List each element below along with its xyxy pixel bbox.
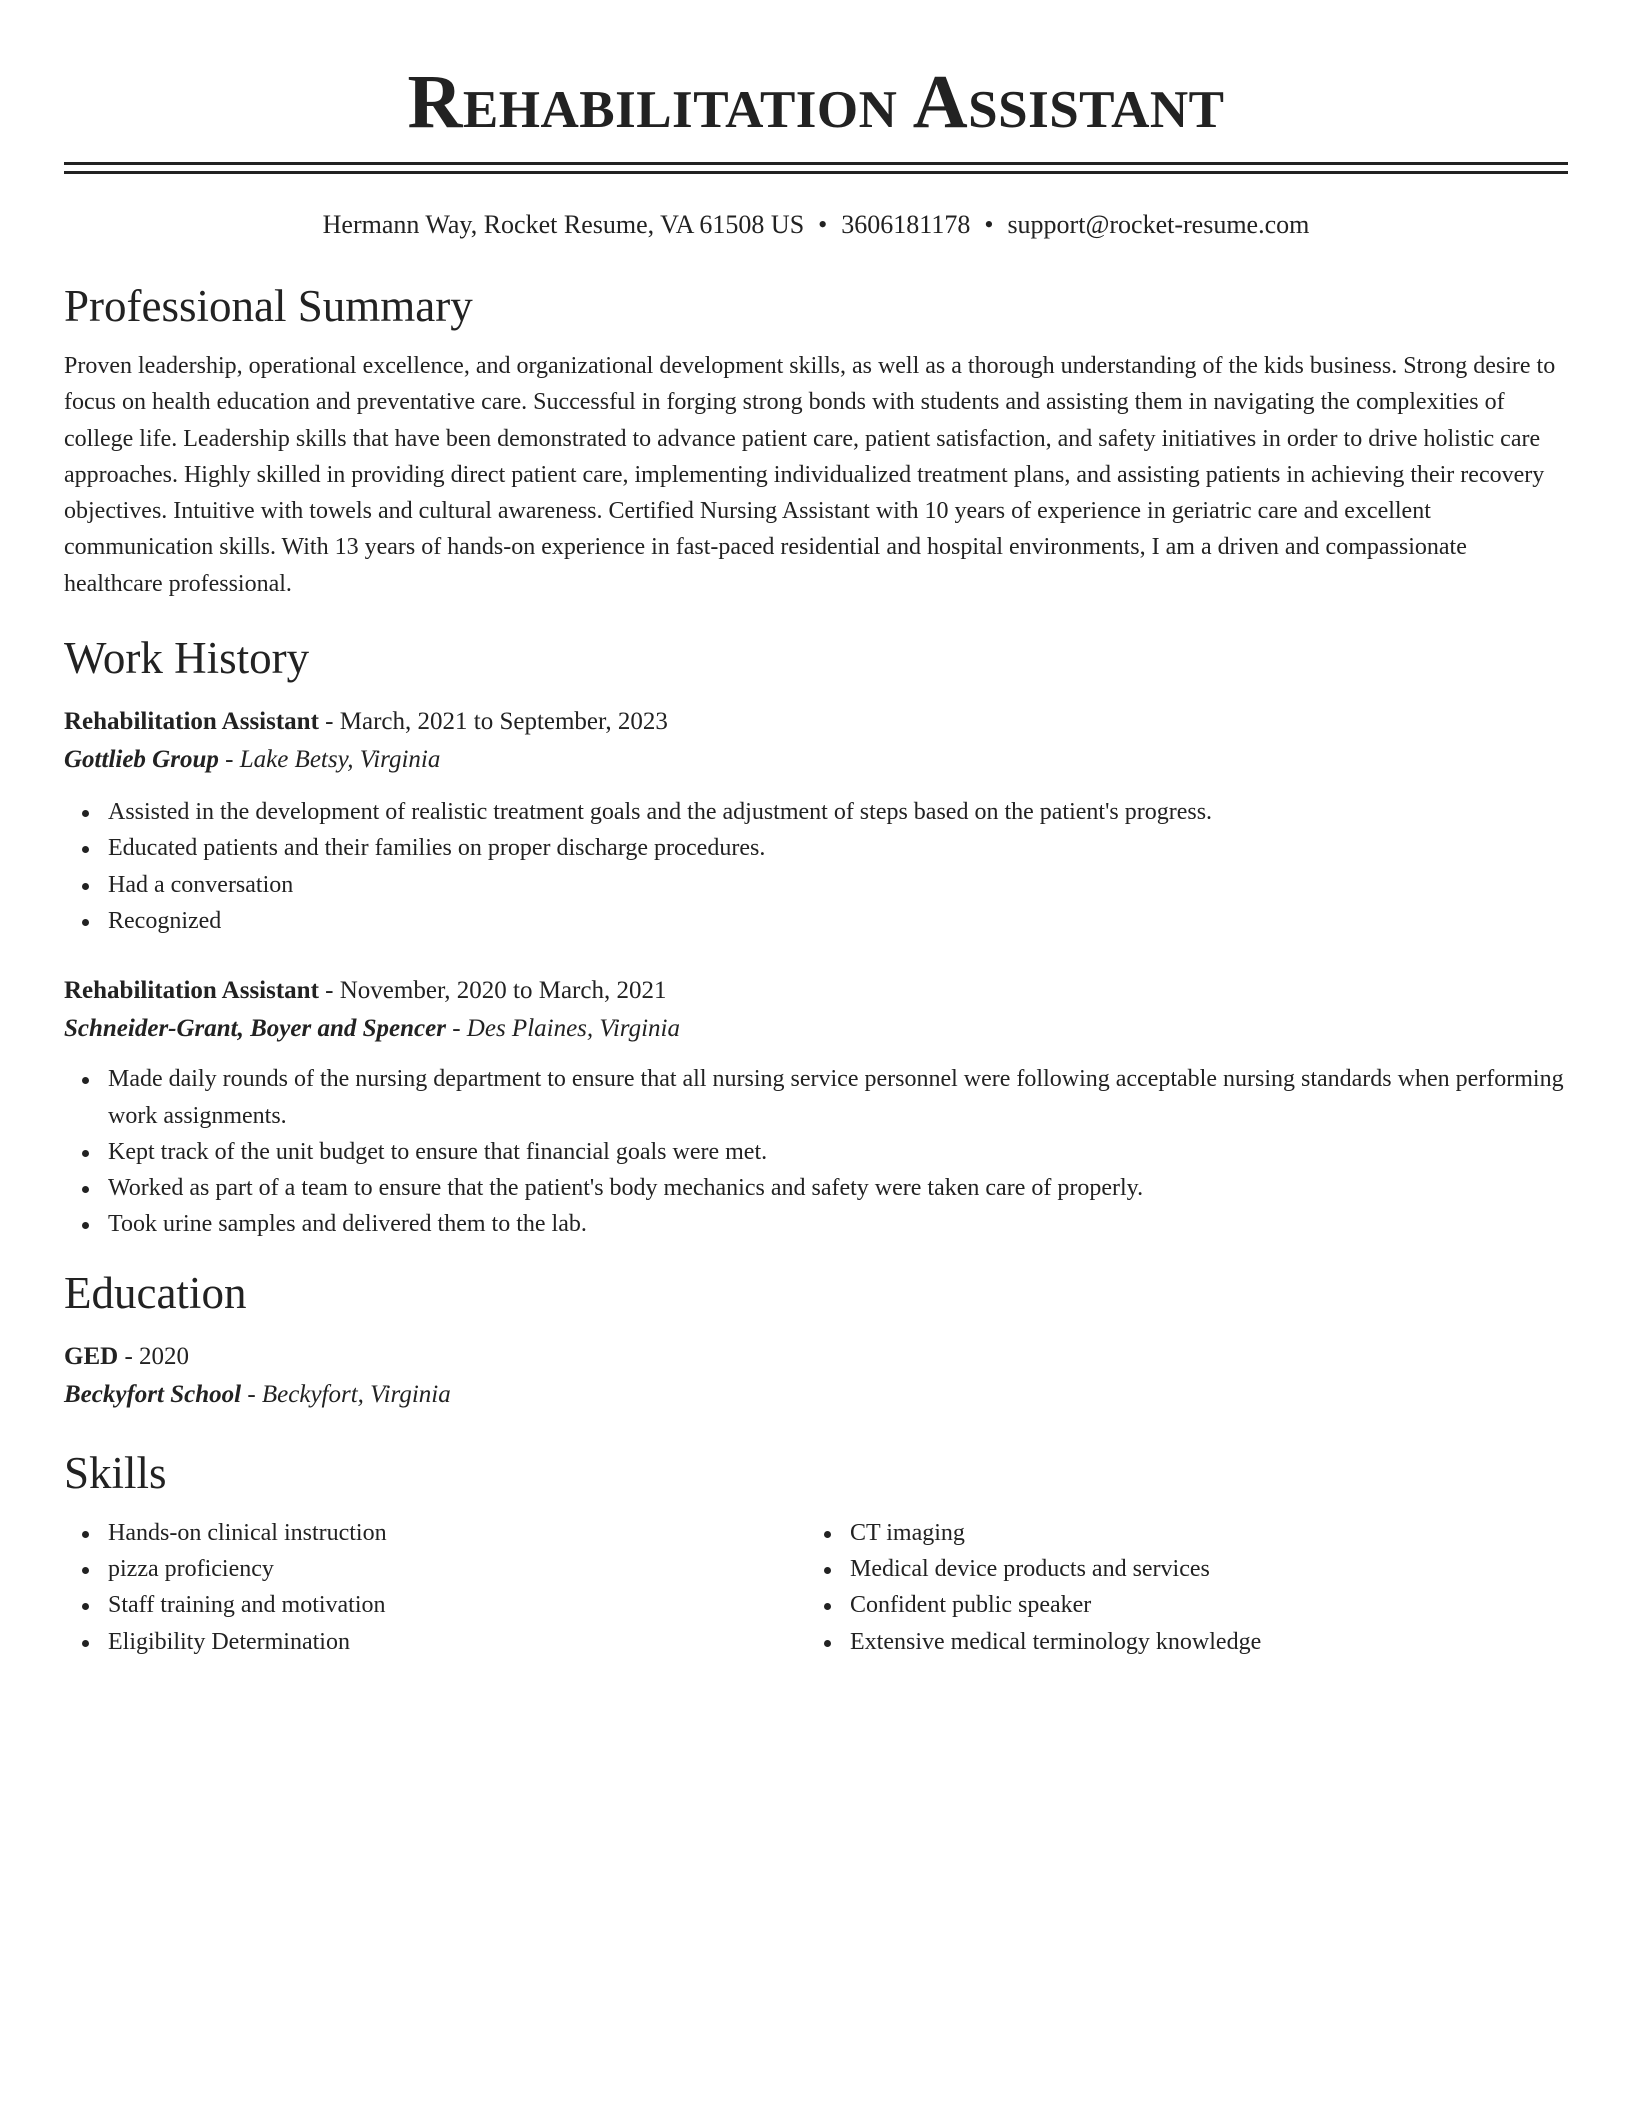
skills-column-right [806, 1515, 1548, 1660]
school-location: - Beckyfort, Virginia [241, 1380, 451, 1408]
contact-separator: • [818, 210, 828, 239]
contact-separator: • [984, 210, 994, 239]
skill-item: pizza proficiency [108, 1551, 806, 1587]
job-title-line [64, 704, 1568, 740]
education-entry [64, 1339, 1568, 1415]
skills-grid [64, 1515, 1568, 1660]
job-entry [64, 973, 1568, 1242]
contact-email: support@rocket-resume.com [1007, 210, 1310, 239]
skills-heading: Skills [64, 1447, 167, 1498]
job-duty-item: Kept track of the unit budget to ensure that financial goals were met. [108, 1134, 1568, 1170]
skill-item: Staff training and motivation [108, 1587, 806, 1623]
title-divider [64, 162, 1568, 174]
summary-text: Proven leadership, operational excellence, and organizational development skills, as well as a thorough understanding of the kids business. Strong desire to focus on health education and preventative care. Successful in forging strong bonds with students and assisting them in navigating the complexities of college life. Leadership skills that have been demonstrated to advance patient care, patient satisfaction, and safety initiatives in order to drive holistic care approaches. Highly skilled in providing direct patient care, implementing individualized treatment plans, and assisting patients in achieving their recovery objectives. Intuitive with towels and cultural awareness. Certified Nursing Assistant with 10 years of experience in geriatric care and excellent communication skills. With 13 years of hands-on experience in fast-paced residential and hospital environments, I am a driven and compassionate healthcare professional. [64, 353, 1556, 597]
skills-list [64, 1515, 806, 1660]
job-duty-item: Educated patients and their families on proper discharge procedures. [108, 830, 1568, 866]
skill-item: Hands-on clinical instruction [108, 1515, 806, 1551]
skills-column-left [64, 1515, 806, 1660]
job-dates: - November, 2020 to March, 2021 [318, 977, 667, 1005]
company-location: - Des Plaines, Virginia [445, 1015, 680, 1043]
job-duties-list [64, 1061, 1568, 1242]
company-name: Schneider-Grant, Boyer and Spencer [64, 1015, 446, 1043]
contact-info [64, 208, 1568, 242]
skill-item: Eligibility Determination [108, 1624, 806, 1660]
summary-heading: Professional Summary [64, 281, 473, 331]
job-title: Rehabilitation Assistant [64, 708, 319, 736]
work-history-heading: Work History [64, 633, 310, 684]
job-duty-item: Had a conversation [108, 867, 1568, 903]
skill-item: CT imaging [850, 1515, 1548, 1551]
job-duty-item: Worked as part of a team to ensure that the patient's body mechanics and safety were taken care of properly. [108, 1170, 1568, 1206]
company-line [64, 1009, 1568, 1049]
job-duties-list [64, 794, 1568, 939]
job-title-line [64, 973, 1568, 1009]
resume-title: Rehabilitation Assistant [407, 60, 1225, 144]
job-entry [64, 704, 1568, 939]
company-line [64, 740, 1568, 780]
school-line [64, 1375, 1568, 1415]
job-duty-item: Recognized [108, 903, 1568, 939]
skill-item: Extensive medical terminology knowledge [850, 1624, 1548, 1660]
company-name: Gottlieb Group [64, 746, 219, 774]
education-heading: Education [64, 1267, 247, 1318]
skill-item: Medical device products and services [850, 1551, 1548, 1587]
degree-line [64, 1339, 1568, 1375]
job-dates: - March, 2021 to September, 2023 [318, 708, 668, 736]
school-name: Beckyfort School [64, 1380, 242, 1408]
skills-list [806, 1515, 1548, 1660]
company-location: - Lake Betsy, Virginia [218, 746, 441, 774]
job-title: Rehabilitation Assistant [64, 977, 319, 1005]
skill-item: Confident public speaker [850, 1587, 1548, 1623]
contact-phone: 3606181178 [841, 210, 971, 239]
contact-address: Hermann Way, Rocket Resume, VA 61508 US [322, 210, 805, 239]
job-duty-item: Assisted in the development of realistic treatment goals and the adjustment of steps based on the patient's progress. [108, 794, 1568, 830]
degree-name: GED [64, 1342, 119, 1370]
job-duty-item: Took urine samples and delivered them to the lab. [108, 1206, 1568, 1242]
degree-year: - 2020 [118, 1342, 190, 1370]
job-duty-item: Made daily rounds of the nursing department to ensure that all nursing service personnel were following acceptable nursing standards when performing work assignments. [108, 1061, 1568, 1134]
